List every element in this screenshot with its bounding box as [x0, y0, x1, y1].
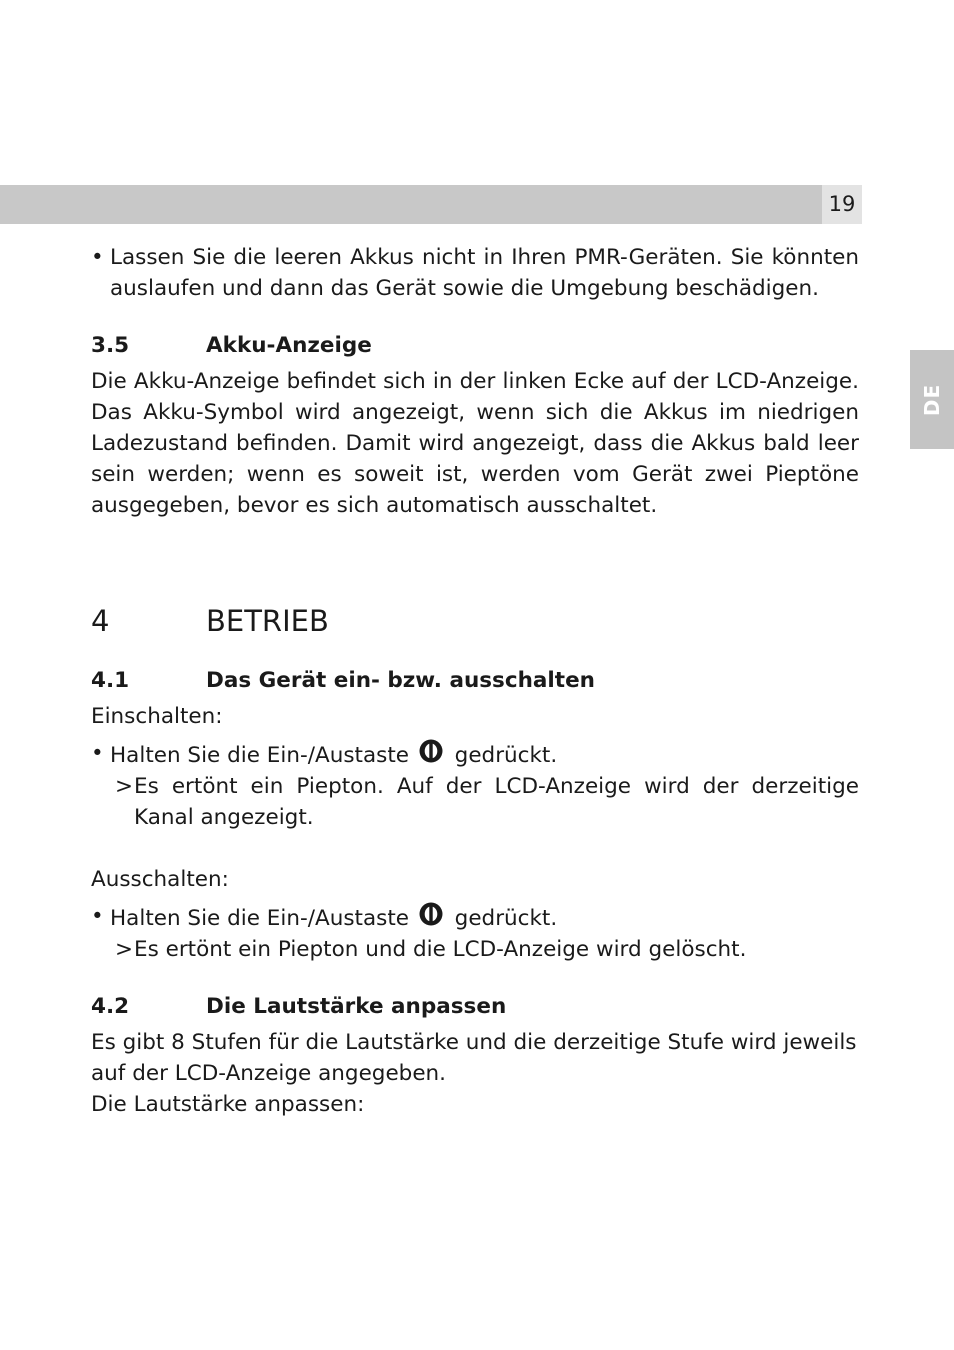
section-3-5-body: Die Akku-Anzeige befindet sich in der linken Ecke auf der LCD-Anzeige. Das Akku-Symbol wird angezeigt, wenn sich die Akkus im niedrigen Ladezustand befinden. Damit wird angezeigt, dass die Akkus bald leer sein werden; wenn es soweit ist, werden vom Gerät zwei Pieptöne ausgegeben, bevor es sich automatisch ausschaltet.: [91, 369, 859, 518]
page-content: [91, 242, 859, 1120]
chapter-number: 4: [91, 604, 110, 638]
switch-on-step: [91, 738, 859, 771]
page-number: 19: [822, 185, 862, 224]
switch-off-result-text: Es ertönt ein Piepton und die LCD-Anzeige wird gelöscht.: [134, 937, 747, 962]
switch-off-step: [91, 901, 859, 934]
section-title: Die Lautstärke anpassen: [206, 994, 507, 1019]
section-4-2-instruction: Die Lautstärke anpassen:: [91, 1092, 365, 1117]
bullet-symbol: •: [91, 741, 104, 766]
language-tab: [910, 350, 954, 449]
chapter-4-heading: [91, 603, 859, 639]
intro-bullet-item: [91, 242, 859, 304]
result-arrow-symbol: >: [115, 937, 134, 962]
section-4-2-heading: [91, 991, 859, 1022]
language-tab-label: DE: [920, 383, 944, 416]
power-button-icon: [418, 738, 444, 764]
section-4-2-body: Es gibt 8 Stufen für die Lautstärke und die derzeitige Stufe wird jeweils auf der LCD-Anzeige angegeben.: [91, 1030, 857, 1086]
bullet-symbol: •: [91, 245, 104, 270]
switch-off-label: Ausschalten:: [91, 867, 229, 892]
switch-on-result: [91, 771, 859, 833]
section-3-5-heading: [91, 330, 859, 361]
power-button-icon: [418, 901, 444, 927]
switch-off-step-text-after: gedrückt.: [454, 906, 558, 931]
section-title: Das Gerät ein- bzw. ausschalten: [206, 668, 595, 693]
switch-off-result: [91, 934, 859, 965]
switch-on-step-text-after: gedrückt.: [454, 743, 558, 768]
chapter-title: BETRIEB: [206, 604, 329, 638]
bullet-symbol: •: [91, 904, 104, 929]
intro-bullet-text: Lassen Sie die leeren Akkus nicht in Ihren PMR-Geräten. Sie könnten auslaufen und dann das Gerät sowie die Umgebung beschädigen.: [110, 245, 859, 301]
section-number: 4.2: [91, 994, 130, 1019]
section-4-1-heading: [91, 665, 859, 696]
section-number: 4.1: [91, 668, 130, 693]
switch-on-step-text-before: Halten Sie die Ein-/Austaste: [110, 743, 409, 768]
section-number: 3.5: [91, 333, 130, 358]
switch-on-result-text: Es ertönt ein Piepton. Auf der LCD-Anzeige wird der derzeitige Kanal angezeigt.: [134, 774, 859, 830]
header-bar: [0, 185, 822, 224]
result-arrow-symbol: >: [115, 774, 134, 799]
switch-on-label: Einschalten:: [91, 704, 223, 729]
section-title: Akku-Anzeige: [206, 333, 372, 358]
switch-off-step-text-before: Halten Sie die Ein-/Austaste: [110, 906, 409, 931]
